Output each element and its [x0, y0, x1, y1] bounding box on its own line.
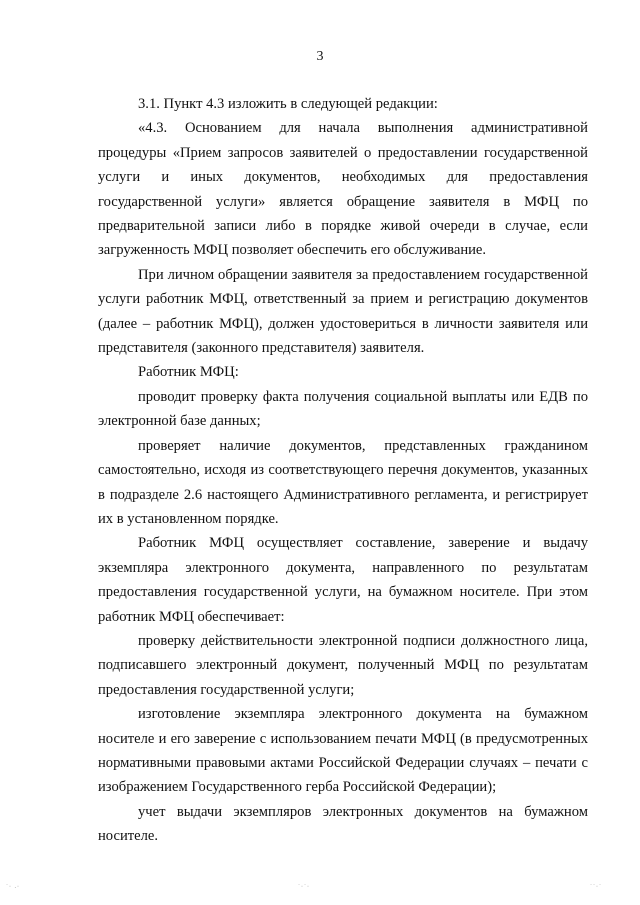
paragraph-amendment-intro: 3.1. Пункт 4.3 изложить в следующей редакции: [138, 96, 438, 112]
page-number: 3 [316, 49, 324, 64]
paragraph-issue-record: учет выдачи экземпляров электронных документов на бумажном носителе. [98, 803, 588, 845]
scan-artifact: ˙˙·˙ [590, 884, 602, 890]
paragraph-electronic-document: Работник МФЦ осуществляет составление, заверение и выдачу экземпляра электронного документа, направленного по результатам предоставления государственной услуги, на бумажном носителе. При этом работник МФЦ обеспечивает: [98, 535, 588, 625]
paragraph-clause-4-3: «4.3. Основанием для начала выполнения административной процедуры «Прием запросов заявителей о предоставлении государственной услуги и иных документов, необходимых для предоставления государственной услуги» является обращение заявителя в МФЦ по предварительной записи либо в порядке живой очереди в случае, если загруженность МФЦ позволяет обеспечить его обслуживание. [98, 120, 588, 259]
scan-artifact: ˙· .· [6, 884, 20, 890]
paragraph-check-payment: проводит проверку факта получения социальной выплаты или ЕДВ по электронной базе данных; [98, 388, 588, 430]
paragraph-check-documents: проверяет наличие документов, представленных гражданином самостоятельно, исходя из соответствующего перечня документов, указанных в подразделе 2.6 настоящего Административного регламента, и регистрирует их в установленном порядке. [98, 437, 588, 527]
paragraph-signature-check: проверку действительности электронной подписи должностного лица, подписавшего электронный документ, полученный МФЦ по результатам предоставления государственной услуги; [98, 632, 588, 698]
paragraph-worker-heading: Работник МФЦ: [138, 364, 239, 381]
scan-artifact: ˙·˙· [298, 884, 310, 890]
paragraph-personal-appeal: При личном обращении заявителя за предоставлением государственной услуги работник МФЦ, ответственный за прием и регистрацию документов (далее – работник МФЦ), должен удостовериться в личности заявителя или представителя (законного представителя) заявителя. [98, 266, 588, 357]
document-body [98, 92, 588, 849]
paragraph-paper-copy: изготовление экземпляра электронного документа на бумажном носителе и его заверение с использованием печати МФЦ (в предусмотренных нормативными правовыми актами Российской Федерации случаях – печати с изображением Государственного герба Российской Федерации); [98, 706, 588, 796]
